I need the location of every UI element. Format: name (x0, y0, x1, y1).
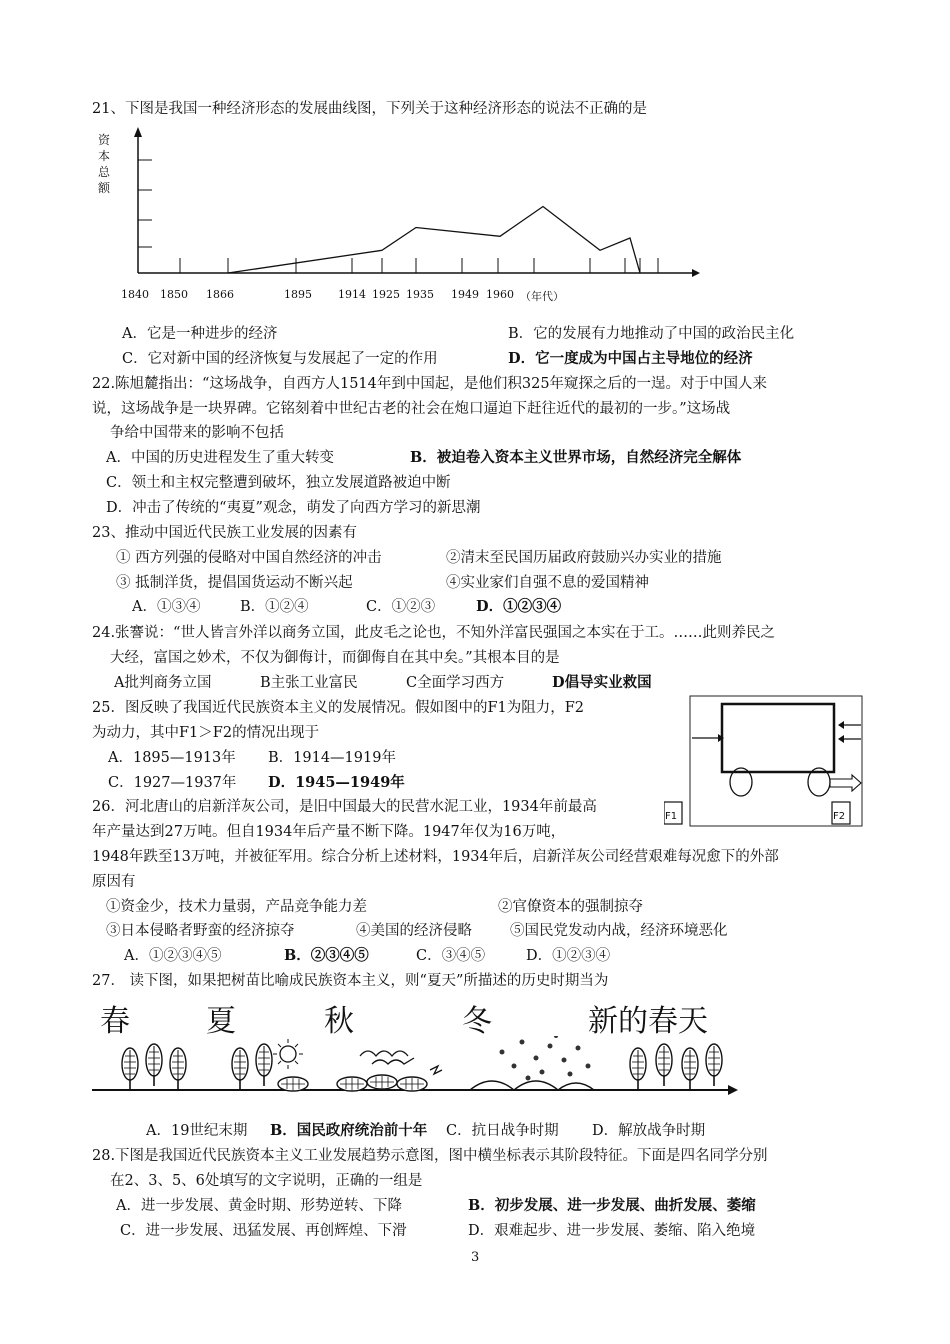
x-label-1960: 1960 (486, 288, 514, 301)
fallen-leaf (367, 1075, 397, 1089)
x-label-1914: 1914 (338, 288, 366, 301)
season-winter: 冬 (462, 1004, 492, 1039)
cart-body (722, 704, 834, 772)
capital-series-line (228, 207, 640, 274)
q24-line1: 24.张謇说：“世人皆言外洋以商务立国，此皮毛之论也，不知外洋富民强国之本实在于工。……此则养民之 (92, 625, 775, 641)
seedling-leaf (706, 1044, 722, 1086)
q26-line4: 原因有 (92, 874, 136, 890)
season-spring: 春 (100, 1004, 130, 1039)
season-summer: 夏 (206, 1004, 236, 1039)
q21-option-d: D．它一度成为中国占主导地位的经济 (508, 350, 753, 367)
q26-item-3: ③日本侵略者野蛮的经济掠夺 (106, 923, 295, 939)
motion-arrow (830, 775, 861, 791)
q24-option-a: A批判商务立国 (114, 675, 212, 691)
q28-line2: 在2、3、5、6处填写的文字说明，正确的一组是 (110, 1173, 423, 1189)
q22-option-c: C．领土和主权完整遭到破坏，独立发展道路被迫中断 (106, 475, 451, 491)
ylabel-char: 资 (97, 133, 110, 147)
fallen-leaf (337, 1077, 367, 1091)
q28-option-a: A．进一步发展、黄金时期、形势逆转、下降 (116, 1198, 402, 1214)
x-unit-label: （年代） (520, 290, 564, 303)
q25-line2: 为动力，其中F1＞F2的情况出现于 (92, 725, 320, 741)
q26-option-a: A．①②③④⑤ (124, 948, 222, 964)
q26-line2: 年产量达到27万吨。但自1934年后产量不断下降。1947年仅为16万吨， (92, 824, 566, 840)
seedling-leaf (630, 1048, 646, 1090)
season-autumn: 秋 (324, 1004, 354, 1039)
q25-option-b: B．1914—1919年 (268, 750, 396, 766)
q24-option-c: C全面学习西方 (406, 675, 505, 691)
q22-option-b: B．被迫卷入资本主义世界市场，自然经济完全解体 (410, 449, 742, 466)
x-axis-arrow (692, 269, 700, 277)
q21-option-b: B．它的发展有力地推动了中国的政治民主化 (508, 326, 795, 342)
snowflakes (500, 1036, 591, 1081)
q27-option-a: A．19世纪末期 (146, 1123, 248, 1139)
snow-mound (470, 1081, 594, 1090)
q23-option-c: C．①②③ (366, 599, 436, 615)
seedling-leaf (256, 1044, 272, 1086)
q26-line1: 26．河北唐山的启新洋灰公司，是旧中国最大的民营水泥工业，1934年前最高 (92, 799, 597, 815)
wind-icon (430, 1066, 442, 1074)
ylabel-char: 额 (97, 181, 110, 195)
q24-option-d: D倡导实业救国 (552, 674, 652, 691)
q28-line1: 28.下图是我国近代民族资本主义工业发展趋势示意图，图中横坐标表示其阶段特征。下面是四名同学分别 (92, 1148, 768, 1164)
seedling-leaf (682, 1048, 698, 1090)
y-ticks (138, 160, 152, 247)
seedling-leaf (656, 1044, 672, 1086)
q25-option-d: D．1945—1949年 (268, 774, 405, 791)
q28-option-b: B．初步发展、进一步发展、曲折发展、萎缩 (468, 1197, 756, 1214)
q25-option-a: A．1895—1913年 (108, 750, 236, 766)
seedling-leaf (170, 1048, 186, 1090)
q21-stem: 21、下图是我国一种经济形态的发展曲线图，下列关于这种经济形态的说法不正确的是 (92, 101, 647, 117)
q26-item-2: ②官僚资本的强制掠夺 (498, 899, 643, 915)
chart-ylabel (97, 132, 111, 196)
page-number: 3 (471, 1250, 480, 1265)
q28-option-c: C．进一步发展、迅猛发展、再创辉煌、下滑 (120, 1223, 407, 1239)
f1-label: F1 (665, 811, 678, 822)
y-axis-arrow (134, 127, 142, 137)
q25-line1: 25．图反映了我国近代民族资本主义的发展情况。假如图中的F1为阻力，F2 (92, 700, 585, 716)
x-label-1866: 1866 (206, 288, 234, 301)
x-label-1850: 1850 (160, 288, 188, 301)
q26-line3: 1948年跌至13万吨，并被征军用。综合分析上述材料，1934年后，启新洋灰公司经营艰难每况愈下的外部 (92, 849, 779, 865)
q26-option-b: B．②③④⑤ (284, 947, 369, 964)
wind-icon (372, 1058, 414, 1064)
q27-option-c: C．抗日战争时期 (446, 1123, 559, 1139)
seedling-leaf (232, 1048, 248, 1090)
q26-item-5: ⑤国民党发动内战，经济环境恶化 (510, 923, 728, 939)
q23-stem: 23、推动中国近代民族工业发展的因素有 (92, 525, 357, 541)
q23-item-3: ③ 抵制洋货，提倡国货运动不断兴起 (116, 575, 353, 591)
ylabel-char: 本 (97, 149, 110, 163)
q26-option-c: C．③④⑤ (416, 948, 486, 964)
q23-item-2: ②清末至民国历届政府鼓励兴办实业的措施 (446, 550, 722, 566)
wind-icon (360, 1051, 408, 1056)
fallen-leaf (397, 1077, 427, 1091)
q22-line1: 22.陈旭麓指出：“这场战争，自西方人1514年到中国起，是他们积325年窥探之后的一逞。对于中国人来 (92, 376, 768, 392)
force-cart-diagram (664, 694, 864, 830)
q23-option-d: D．①②③④ (476, 598, 562, 615)
push-arrow-right-top-head (838, 721, 844, 729)
q24-option-b: B主张工业富民 (260, 675, 358, 691)
x-ticks (180, 258, 658, 273)
q28-option-d: D．艰难起步、进一步发展、萎缩、陷入绝境 (468, 1223, 756, 1239)
ground-arrow (728, 1085, 738, 1095)
q22-line2: 说，这场战争是一块界碑。它铭刻着中世纪古老的社会在炮口逼迫下赶往近代的最初的一步。”这场战 (92, 401, 731, 417)
q25-option-c: C．1927—1937年 (108, 775, 237, 791)
x-label-1840: 1840 (121, 288, 149, 301)
q22-line3: 争给中国带来的影响不包括 (110, 425, 284, 441)
q23-item-4: ④实业家们自强不息的爱国精神 (446, 575, 649, 591)
q23-item-1: ① 西方列强的侵略对中国自然经济的冲击 (116, 550, 382, 566)
seasons-seedling-picture (90, 1036, 740, 1108)
q26-option-d: D．①②③④ (526, 948, 611, 964)
x-label-1925: 1925 (372, 288, 400, 301)
q24-line2: 大经，富国之妙术，不仅为御侮计，而御侮自在其中矣。”其根本目的是 (110, 650, 560, 666)
ylabel-char: 总 (97, 165, 110, 179)
sun-icon (273, 1039, 303, 1069)
q27-option-d: D．解放战争时期 (592, 1123, 706, 1139)
season-new-spring: 新的春天 (588, 1004, 708, 1039)
q23-option-a: A．①③④ (132, 599, 201, 615)
q21-option-a: A．它是一种进步的经济 (122, 326, 278, 342)
q26-item-4: ④美国的经济侵略 (356, 923, 472, 939)
q22-option-d: D．冲击了传统的“夷夏”观念，萌发了向西方学习的新思潮 (106, 500, 481, 516)
push-arrow-right-bottom-head (838, 735, 844, 743)
x-label-1935: 1935 (406, 288, 434, 301)
q27-stem: 27． 读下图，如果把树苗比喻成民族资本主义，则“夏天”所描述的历史时期当为 (92, 973, 609, 989)
q21-option-c: C．它对新中国的经济恢复与发展起了一定的作用 (122, 351, 438, 367)
x-label-1949: 1949 (451, 288, 479, 301)
capital-line-chart (120, 125, 710, 285)
seedling-leaf (146, 1044, 162, 1086)
q23-option-b: B．①②④ (240, 599, 309, 615)
f2-label: F2 (833, 811, 846, 822)
fallen-leaf (278, 1077, 308, 1091)
x-label-1895: 1895 (284, 288, 312, 301)
q27-option-b: B．国民政府统治前十年 (270, 1122, 428, 1139)
q26-item-1: ①资金少，技术力量弱，产品竞争能力差 (106, 899, 367, 915)
seedling-leaf (122, 1048, 138, 1090)
q22-option-a: A．中国的历史进程发生了重大转变 (106, 450, 334, 466)
